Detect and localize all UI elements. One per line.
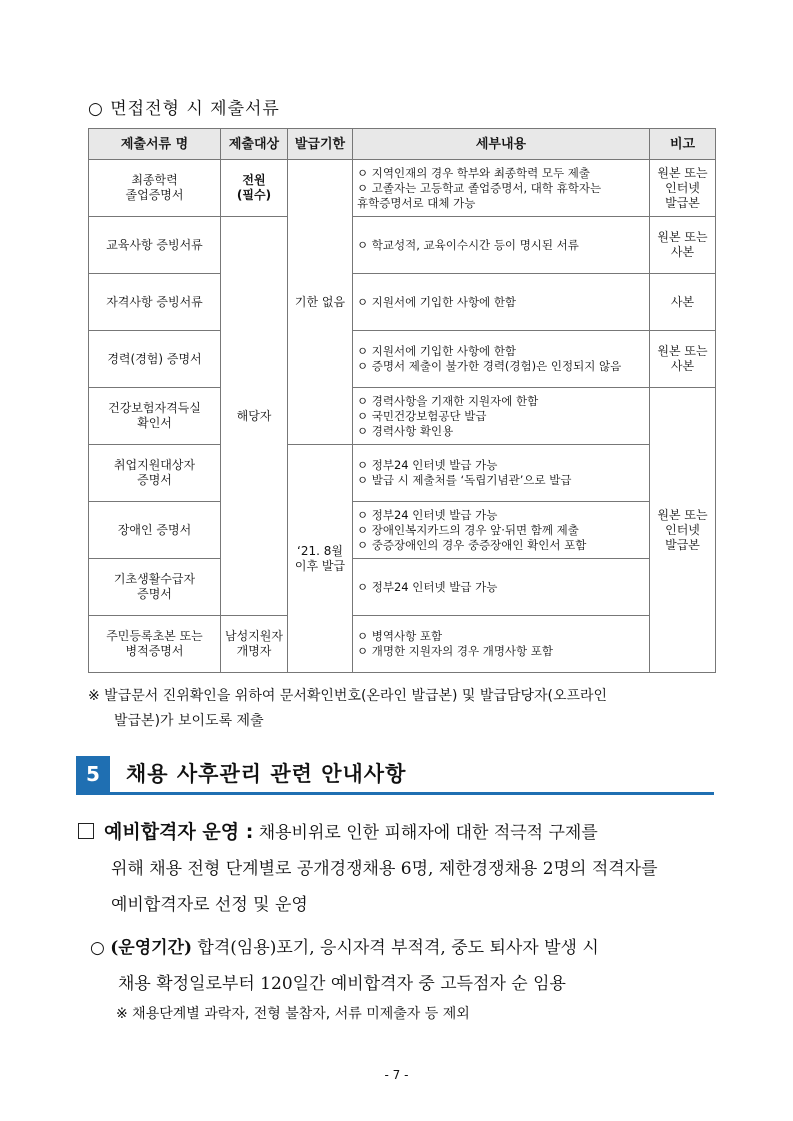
note-cell: 사본 (650, 274, 716, 331)
note-line: 발급본)가 보이도록 제출 (114, 713, 264, 729)
table-row (89, 274, 716, 331)
details-cell (353, 559, 650, 616)
target-cell: 남성지원자 개명자 (221, 616, 288, 673)
note-cell: 원본 또는 사본 (650, 331, 716, 388)
table-row (89, 388, 716, 445)
detail-line: ㅇ 지원서에 기입한 사항에 한함 (357, 294, 517, 309)
table-header-row (89, 129, 716, 160)
paragraph-text: 합격(임용)포기, 응시자격 부적격, 중도 퇴사자 발생 시 (192, 938, 599, 958)
deadline-cell: 기한 없음 (288, 160, 353, 445)
doc-name: 주민등록초본 또는 병적증명서 (89, 616, 221, 673)
table-row (89, 217, 716, 274)
note-cell: 원본 또는 사본 (650, 217, 716, 274)
details-cell (353, 274, 650, 331)
details-cell (353, 160, 650, 217)
paragraph-lead: (운영기간) (110, 938, 193, 958)
detail-line: ㅇ 정부24 인터넷 발급 가능 (357, 458, 498, 472)
exclusion-note: ※ 채용단계별 과락자, 전형 불참자, 서류 미제출자 등 제외 (116, 1006, 470, 1022)
detail-line: ㅇ 지역인재의 경우 학부와 최종학력 모두 제출 (357, 165, 591, 180)
detail-line: ㅇ 정부24 인터넷 발급 가능 (357, 579, 498, 594)
period-paragraph (90, 930, 730, 1002)
detail-line: ㅇ 국민건강보험공단 발급 (357, 408, 487, 423)
bullet-icon: ○ (90, 938, 105, 958)
doc-name: 최종학력 졸업증명서 (89, 160, 221, 217)
page-number: - 7 - (384, 1068, 409, 1082)
detail-line: ㅇ 발급 시 제출처를 ‘독립기념관’으로 발급 (357, 473, 572, 487)
detail-line: ㅇ 개명한 지원자의 경우 개명사항 포함 (357, 644, 554, 658)
detail-line: ㅇ 정부24 인터넷 발급 가능 (357, 507, 498, 522)
table-row (89, 502, 716, 559)
detail-line: ㅇ 고졸자는 고등학교 졸업증명서, 대학 휴학자는 (357, 180, 602, 195)
target-cell: 해당자 (221, 217, 288, 616)
deadline-cell: ‘21. 8월 이후 발급 (288, 445, 353, 673)
detail-line: ㅇ 증명서 제출이 불가한 경력(경험)은 인정되지 않음 (357, 359, 622, 373)
section-title: 채용 사후관리 관련 안내사항 (126, 762, 407, 786)
detail-line: ㅇ 병역사항 포함 (357, 629, 443, 643)
header-note: 비고 (650, 129, 716, 160)
section-heading: ○ 면접전형 시 제출서류 (88, 99, 280, 119)
header-target: 제출대상 (221, 129, 288, 160)
doc-name: 기초생활수급자 증명서 (89, 559, 221, 616)
doc-name: 건강보험자격득실 확인서 (89, 388, 221, 445)
detail-line: 휴학증명서로 대체 가능 (357, 195, 476, 210)
section-number: 5 (76, 756, 110, 792)
table-row (89, 445, 716, 502)
header-details: 세부내용 (353, 129, 650, 160)
verification-note (88, 684, 728, 734)
table-row (89, 160, 716, 217)
details-cell (353, 217, 650, 274)
table-row (89, 616, 716, 673)
detail-line: ㅇ 학교성적, 교육이수시간 등이 명시된 서류 (357, 237, 579, 252)
header-deadline: 발급기한 (288, 129, 353, 160)
note-cell: 원본 또는 인터넷 발급본 (650, 160, 716, 217)
detail-line: ㅇ 경력사항을 기재한 지원자에 한함 (357, 393, 539, 408)
details-cell (353, 445, 650, 502)
doc-name: 취업지원대상자 증명서 (89, 445, 221, 502)
table-row (89, 331, 716, 388)
note-cell: 원본 또는 인터넷 발급본 (650, 388, 716, 673)
table-row (89, 559, 716, 616)
paragraph-text: 채용비위로 인한 피해자에 대한 적극적 구제를 (253, 823, 598, 843)
paragraph-lead: 예비합격자 운영 : (104, 821, 254, 843)
paragraph-text: 예비합격자로 선정 및 운영 (111, 895, 308, 915)
doc-name: 경력(경험) 증명서 (89, 331, 221, 388)
doc-name: 교육사항 증빙서류 (89, 217, 221, 274)
paragraph-text: 채용 확정일로부터 120일간 예비합격자 중 고득점자 순 임용 (118, 974, 566, 994)
details-cell (353, 388, 650, 445)
section-banner (76, 756, 714, 795)
detail-line: ㅇ 경력사항 확인용 (357, 423, 454, 438)
doc-name: 자격사항 증빙서류 (89, 274, 221, 331)
details-cell (353, 502, 650, 559)
doc-name: 장애인 증명서 (89, 502, 221, 559)
detail-line: ㅇ 중증장애인의 경우 중증장애인 확인서 포함 (357, 537, 587, 552)
header-doc-name: 제출서류 명 (89, 129, 221, 160)
details-cell (353, 331, 650, 388)
note-line: ※ 발급문서 진위확인을 위하여 문서확인번호(온라인 발급본) 및 발급담당자(오프라인 (88, 688, 608, 704)
details-cell (353, 616, 650, 673)
documents-table (88, 128, 716, 673)
checkbox-icon (78, 823, 94, 839)
paragraph-text: 위해 채용 전형 단계별로 공개경쟁채용 6명, 제한경쟁채용 2명의 적격자를 (111, 859, 658, 879)
detail-line: ㅇ 지원서에 기입한 사항에 한함 (357, 344, 517, 358)
reserve-paragraph (78, 814, 728, 923)
detail-line: ㅇ 장애인복지카드의 경우 앞·뒤면 함께 제출 (357, 522, 579, 537)
target-cell: 전원 (필수) (221, 160, 288, 217)
